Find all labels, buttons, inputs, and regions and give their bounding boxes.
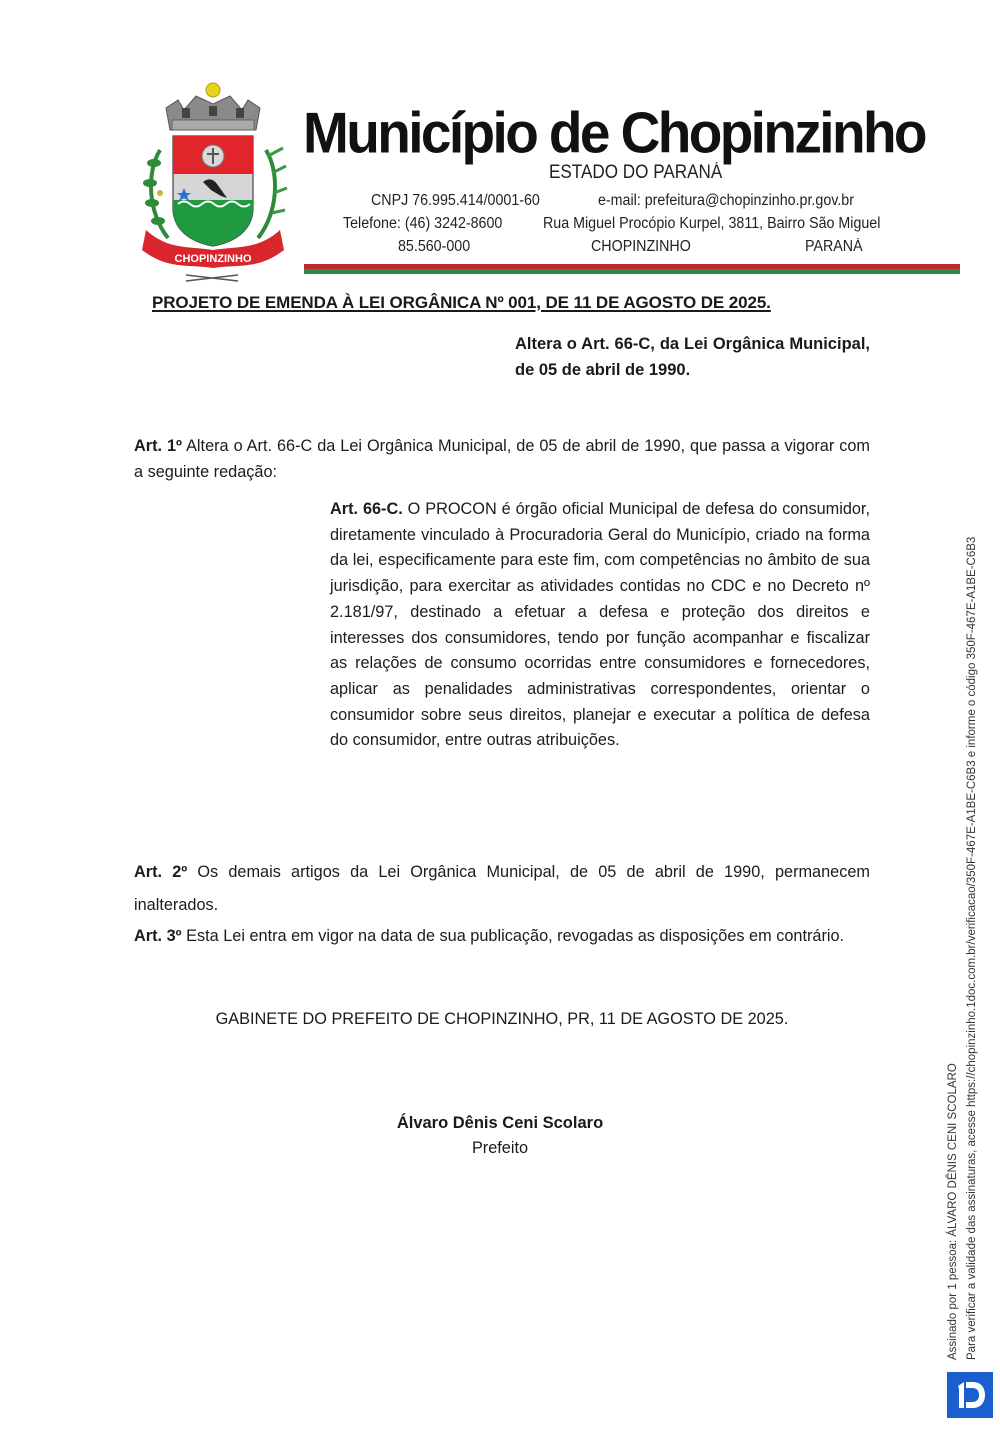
1doc-logo bbox=[947, 1372, 993, 1418]
city-name: CHOPINZINHO bbox=[591, 238, 691, 255]
article-1-label: Art. 1º bbox=[134, 437, 183, 455]
signature-stamp-line-1: Assinado por 1 pessoa: ÁLVARO DÊNIS CENI SCOLARO bbox=[947, 1063, 959, 1360]
article-3 bbox=[134, 920, 870, 953]
email-address: e-mail: prefeitura@chopinzinho.pr.gov.br bbox=[598, 192, 854, 209]
article-2-text: Os demais artigos da Lei Orgânica Municipal, de 05 de abril de 1990, permanecem inalterados. bbox=[134, 863, 870, 914]
closing-statement: GABINETE DO PREFEITO DE CHOPINZINHO, PR, 11 DE AGOSTO DE 2025. bbox=[215, 1010, 789, 1028]
article-2-label: Art. 2º bbox=[134, 863, 188, 881]
article-1 bbox=[134, 434, 870, 485]
cane-right-icon bbox=[258, 148, 287, 238]
signatory-name: Álvaro Dênis Ceni Scolaro bbox=[396, 1114, 604, 1132]
street-address: Rua Miguel Procópio Kurpel, 3811, Bairro São Miguel bbox=[543, 215, 881, 232]
document-title: PROJETO DE EMENDA À LEI ORGÂNICA Nº 001, DE 11 DE AGOSTO DE 2025. bbox=[152, 293, 771, 312]
signatory-role: Prefeito bbox=[471, 1139, 529, 1157]
municipal-coat-of-arms bbox=[138, 78, 288, 283]
postal-code: 85.560-000 bbox=[398, 238, 471, 255]
crest-ribbon-label: CHOPINZINHO bbox=[174, 253, 252, 265]
state-name: ESTADO DO PARANÁ bbox=[549, 162, 723, 183]
signature-verification-link[interactable]: Para verificar a validade das assinaturas, acesse https://chopinzinho.1doc.com.br/verificacao/350F-467E-A1BE-C6B3 e informe o código 350F-467E-A1BE-C6B3 bbox=[966, 536, 978, 1360]
crown-icon bbox=[166, 83, 260, 130]
laurel-left-icon bbox=[143, 150, 168, 238]
article-2 bbox=[134, 856, 870, 922]
document-summary: Altera o Art. 66-C, da Lei Orgânica Municipal, de 05 de abril de 1990. bbox=[515, 335, 870, 379]
cnpj: CNPJ 76.995.414/0001-60 bbox=[371, 192, 540, 209]
shield-icon bbox=[173, 136, 253, 246]
article-66c-text: O PROCON é órgão oficial Municipal de defesa do consumidor, diretamente vinculado à Procuradoria Geral do Município, criado na forma da lei, especificamente para este fim, com competências no âmbito de sua jurisdição, para exercitar as atividades contidas no CDC e no Decreto nº 2.181/97, destinado a efetuar a defesa e proteção dos direitos e interesses dos consumidores, tendo por função acompanhar e fiscalizar as relações de consumo ocorridas entre consumidores e fornecedores, aplicar as penalidades administrativas correspondentes, orientar o consumidor sobre seus direitos, planejar e executar a política de defesa do consumidor, entre outras atribuições. bbox=[330, 500, 870, 750]
header-stripe-green bbox=[304, 269, 960, 274]
article-66c-quote bbox=[330, 497, 870, 754]
municipality-name: Município de Chopinzinho bbox=[303, 100, 925, 166]
digital-signature-stamp bbox=[944, 428, 994, 1360]
1doc-logo-icon bbox=[947, 1372, 993, 1418]
state-uf: PARANÁ bbox=[805, 238, 863, 255]
phone-number: Telefone: (46) 3242-8600 bbox=[343, 215, 503, 232]
article-1-text: Altera o Art. 66-C da Lei Orgânica Municipal, de 05 de abril de 1990, que passa a vigorar com a seguinte redação: bbox=[134, 437, 870, 481]
article-3-label: Art. 3º bbox=[134, 927, 182, 945]
article-66c-label: Art. 66-C. bbox=[330, 500, 403, 518]
article-3-text: Esta Lei entra em vigor na data de sua publicação, revogadas as disposições em contrário. bbox=[181, 927, 845, 945]
